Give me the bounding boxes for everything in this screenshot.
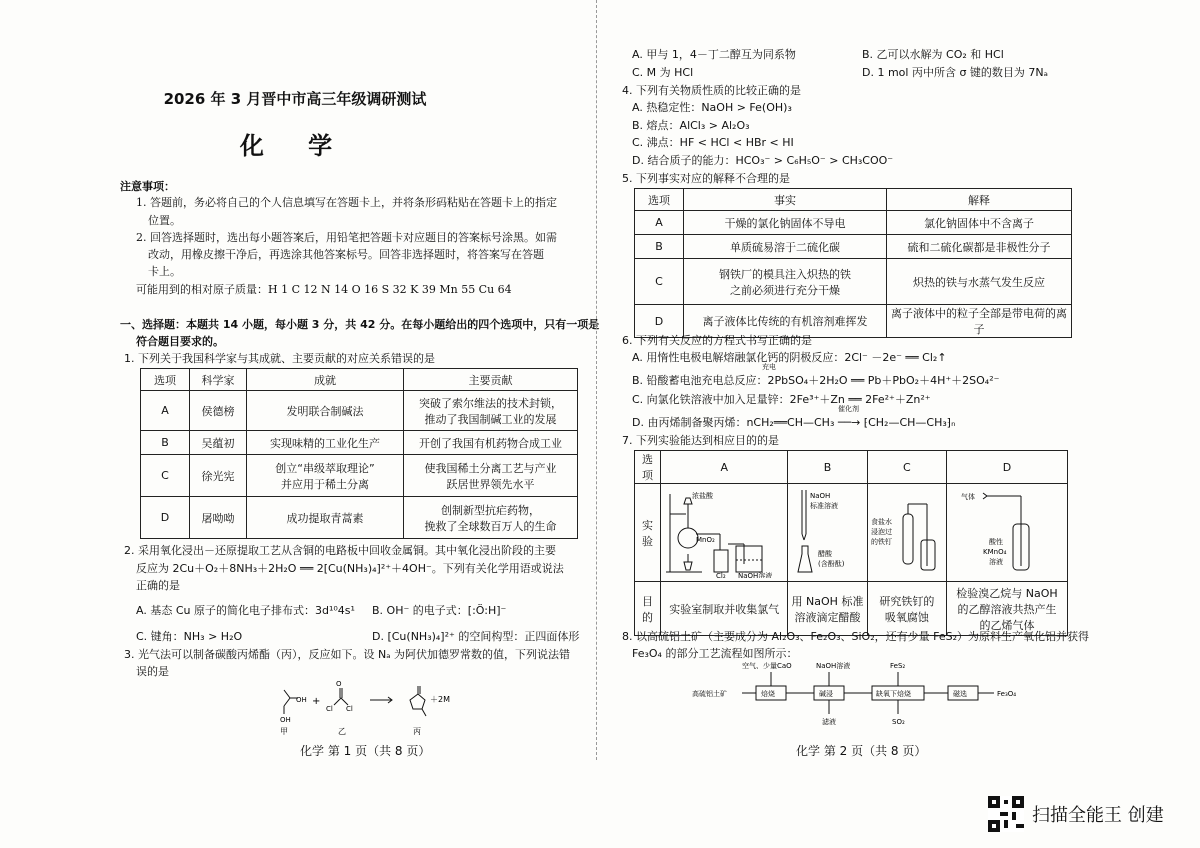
- subject-title: 化 学: [239, 132, 351, 160]
- q5-header-option: 选项: [635, 189, 684, 211]
- table-row: [635, 259, 1072, 305]
- q5-row-d-fact: 离子液体比传统的有机溶剂难挥发: [684, 305, 887, 338]
- q5-row-a-explanation: 氯化钠固体中不含离子: [887, 211, 1072, 235]
- q6-stem: 6. 下列有关反应的方程式书写正确的是: [622, 334, 812, 347]
- q7-row-experiment-label: 实验: [635, 484, 661, 582]
- q6-option-b-condition: 充电: [762, 363, 776, 371]
- apparatus-d-diagram: [947, 484, 1067, 578]
- cell-line: 创立“串级萃取理论”: [275, 461, 375, 475]
- q3-option-a: A. 甲与 1，4－丁二醇互为同系物: [632, 48, 796, 61]
- notice-heading: 注意事项：: [120, 180, 175, 193]
- q1-row-d-option: D: [141, 497, 190, 539]
- notice-line-2: 位置。: [148, 214, 181, 227]
- q1-row-a-scientist: 侯德榜: [190, 391, 247, 431]
- q2-option-b: B. OH⁻ 的电子式：[:Ö:H]⁻: [372, 604, 507, 617]
- q3-label-jia: 甲: [280, 727, 288, 736]
- q4-stem: 4. 下列有关物质性质的比较正确的是: [622, 84, 801, 97]
- q5-row-d-option: D: [635, 305, 684, 338]
- q2-line-1: 2. 采用氧化浸出－还原提取工艺从含铜的电路板中回收金属铜。其中氧化浸出阶段的主要: [124, 544, 556, 557]
- q2-option-c: C. 键角：NH₃ > H₂O: [136, 630, 243, 643]
- q1-row-c-contribution: [404, 455, 578, 497]
- q1-row-a-option: A: [141, 391, 190, 431]
- notice-line-3: 2. 回答选择题时，选出每小题答案后，用铅笔把答题卡对应题目的答案标号涂黑。如需: [136, 231, 557, 244]
- q3-line-2: 误的是: [136, 665, 169, 678]
- cell-line: 溶液滴定醋酸: [794, 610, 861, 624]
- glycol-chain: [284, 690, 290, 706]
- q7-header-b: B: [788, 451, 867, 484]
- q1-row-a-achievement: 发明联合制碱法: [247, 391, 404, 431]
- table-row: [141, 455, 578, 497]
- q2-option-d: D. [Cu(NH₃)₄]²⁺ 的空间构型：正四面体形: [372, 630, 580, 643]
- label-kmno4: KMnO₄: [983, 548, 1007, 556]
- scanner-watermark: 扫描全能王 创建: [1032, 805, 1164, 826]
- q1-row-d-contribution: [404, 497, 578, 539]
- q2-option-a: A. 基态 Cu 原子的简化电子排布式：3d¹⁰4s¹: [136, 604, 355, 617]
- q5-header-explanation: 解释: [887, 189, 1072, 211]
- q3-option-c: C. M 为 HCl: [632, 66, 694, 79]
- q7-goal-a: 实验室制取并收集氯气: [661, 582, 788, 636]
- flow-input: 高硫铝土矿: [692, 690, 727, 698]
- notice-line-1: 1. 答题前，务必将自己的个人信息填写在答题卡上，并将条形码粘贴在答题卡上的指定: [136, 196, 557, 209]
- cell-line: 用 NaOH 标准: [791, 594, 864, 608]
- flow-output: Fe₃O₄: [997, 690, 1017, 698]
- q7-apparatus-a-cell: [661, 484, 788, 582]
- qr-code-icon: [988, 796, 1024, 832]
- q1-row-d-achievement: 成功提取青蒿素: [247, 497, 404, 539]
- cell-line: 的乙醇溶液共热产生: [957, 602, 1057, 616]
- label-standard-solution: 标准溶液: [809, 502, 838, 510]
- cell-line: 钢铁厂的模具注入炽热的铁: [719, 267, 851, 281]
- q4-option-c: C. 沸点：HF < HCl < HBr < HI: [632, 136, 794, 149]
- q1-row-b-scientist: 吴蕴初: [190, 431, 247, 455]
- page-divider: [596, 0, 597, 760]
- q1-row-d-scientist: 屠呦呦: [190, 497, 247, 539]
- table-row: [635, 211, 1072, 235]
- flow-step-anoxic-roast: 缺氧下焙烧: [876, 690, 911, 698]
- q4-option-a: A. 热稳定性：NaOH > Fe(OH)₃: [632, 101, 792, 114]
- q5-row-b-option: B: [635, 235, 684, 259]
- label-naoh-b: NaOH: [809, 492, 830, 500]
- atomic-masses: 可能用到的相对原子质量：H 1 C 12 N 14 O 16 S 32 K 39 Mn 55 Cu 64: [136, 283, 512, 296]
- exam-title: 2026 年 3 月晋中市高三年级调研测试: [163, 90, 427, 108]
- q7-header-a: A: [661, 451, 788, 484]
- flow-step-magnetic-sep: 磁选: [953, 690, 967, 698]
- label-soaked: 浸泡过: [870, 528, 892, 536]
- label-salt-water: 食盐水: [870, 518, 892, 526]
- q5-row-c-option: C: [635, 259, 684, 305]
- flow-output-filtrate: 滤液: [822, 718, 836, 726]
- flow-input-naoh: NaOH溶液: [816, 662, 851, 670]
- q6-option-c: C. 向氯化铁溶液中加入足量锌：2Fe³⁺＋Zn ══ 2Fe²⁺＋Zn²⁺: [632, 393, 931, 406]
- q1-row-a-contribution: [404, 391, 578, 431]
- flow-step-roast: 焙烧: [761, 690, 775, 698]
- q4-option-b: B. 熔点：AlCl₃ > Al₂O₃: [632, 119, 750, 132]
- q5-row-b-explanation: 硫和二硫化碳都是非极性分子: [887, 235, 1072, 259]
- q1-header-scientist: 科学家: [190, 369, 247, 391]
- q3-reaction-scheme: [270, 678, 470, 736]
- label-gas: 气体: [961, 493, 975, 501]
- cl-label-2: Cl: [346, 705, 353, 713]
- page-2-footer: 化学 第 2 页（共 8 页）: [796, 744, 927, 758]
- notice-line-5: 卡上。: [148, 265, 181, 278]
- exam-page-2: [600, 0, 1190, 848]
- flow-input-air: 空气、少量CaO: [742, 662, 792, 670]
- q1-row-c-option: C: [141, 455, 190, 497]
- q7-apparatus-d-cell: [947, 484, 1068, 582]
- q1-row-b-option: B: [141, 431, 190, 455]
- q3-product-extra: ＋2M: [430, 695, 450, 704]
- cell-line: 创制新型抗疟药物，: [441, 503, 540, 517]
- q3-line-1: 3. 光气法可以制备碳酸丙烯酯（丙），反应如下。设 Nₐ 为阿伏加德罗常数的值，下列说法错: [124, 648, 571, 661]
- q7-row-goal-label: 目的: [635, 582, 661, 636]
- cell-line: 跃居世界领先水平: [446, 477, 535, 491]
- q5-stem: 5. 下列事实对应的解释不合理的是: [622, 172, 790, 185]
- label-solution: 溶液: [989, 558, 1003, 566]
- oh-label-2: OH: [280, 716, 291, 724]
- cell-line: 使我国稀土分离工艺与产业: [424, 461, 557, 475]
- q1-row-c-scientist: 徐光宪: [190, 455, 247, 497]
- apparatus-c-diagram: [869, 484, 945, 578]
- q5-row-b-fact: 单质硫易溶于二硫化碳: [684, 235, 887, 259]
- q7-header-d: D: [947, 451, 1068, 484]
- q2-line-2: 反应为 2Cu＋O₂＋8NH₃＋2H₂O ══ 2[Cu(NH₃)₄]²⁺＋4OH⁻。下列有关化学用语或说法: [136, 562, 564, 575]
- label-phenolphthalein: (含酚酞): [817, 560, 844, 568]
- table-row: [141, 431, 578, 455]
- cell-line: 研究铁钉的: [879, 594, 935, 608]
- oxygen-label: O: [336, 680, 342, 688]
- cell-line: 挽救了全球数百万人的生命: [424, 519, 557, 533]
- q6-option-d-condition: 催化剂: [838, 405, 859, 413]
- apparatus-a-diagram: [662, 484, 786, 578]
- cl-label-1: Cl: [326, 705, 333, 713]
- q8-flowchart: [690, 658, 1050, 730]
- q6-option-a: A. 用惰性电极电解熔融氯化钙的阴极反应：2Cl⁻ －2e⁻ ══ Cl₂↑: [632, 351, 947, 364]
- label-cl2: Cl₂: [716, 572, 726, 578]
- q7-stem: 7. 下列实验能达到相应目的的是: [622, 434, 779, 447]
- q7-table: [634, 450, 1068, 636]
- cell-line: 的乙烯气体: [979, 618, 1035, 632]
- label-naoh: NaOH溶液: [738, 572, 773, 578]
- label-mno2: MnO₂: [696, 536, 715, 544]
- table-row: [635, 484, 1068, 582]
- cell-line: 吸氧腐蚀: [884, 610, 929, 624]
- q8-line-2: Fe₃O₄ 的部分工艺流程如图所示：: [632, 647, 798, 660]
- notice-line-4: 改动，用橡皮擦干净后，再选涂其他答案标号。回答非选择题时，将答案写在答题: [148, 248, 544, 261]
- cell-line: 检验溴乙烷与 NaOH: [956, 586, 1058, 600]
- page-1-footer: 化学 第 1 页（共 8 页）: [300, 744, 431, 758]
- q5-row-c-fact: [684, 259, 887, 305]
- flow-input-fes2: FeS₂: [890, 662, 906, 670]
- q5-row-d-explanation: 离子液体中的粒子全部是带电荷的离子: [887, 305, 1072, 338]
- plus-sign: +: [312, 696, 321, 707]
- q3-label-bing: 丙: [413, 727, 421, 736]
- q1-row-b-achievement: 实现味精的工业化生产: [247, 431, 404, 455]
- cell-line: 之前必须进行充分干燥: [730, 283, 840, 297]
- table-row: [635, 235, 1072, 259]
- cell-line: 推动了我国制碱工业的发展: [424, 412, 557, 426]
- flow-step-alkali-leach: 碱浸: [819, 690, 833, 698]
- q2-line-3: 正确的是: [136, 579, 180, 592]
- cell-line: 突破了索尔维法的技术封锁，: [419, 396, 562, 410]
- section-heading-line-1: 一、选择题：本题共 14 小题，每小题 3 分，共 42 分。在每小题给出的四个选项中，只有一项是: [120, 318, 600, 331]
- q1-table: [140, 368, 578, 539]
- label-conc-hcl: 浓盐酸: [692, 492, 714, 500]
- apparatus-b-diagram: [790, 484, 866, 578]
- q1-stem: 1. 下列关于我国科学家与其成就、主要贡献的对应关系错误的是: [124, 352, 435, 365]
- q5-row-a-option: A: [635, 211, 684, 235]
- table-row: [141, 391, 578, 431]
- q5-header-fact: 事实: [684, 189, 887, 211]
- oh-label-1: OH: [296, 696, 307, 704]
- q7-header-c: C: [867, 451, 946, 484]
- q6-option-d: D. 由丙烯制备聚丙烯：nCH₂══CH—CH₃ ──→ ⁅CH₂—CH—CH₃⁆ₙ: [632, 416, 956, 429]
- label-iron-nail: 的铁钉: [870, 538, 892, 546]
- q3-label-yi: 乙: [338, 727, 346, 736]
- q4-option-d: D. 结合质子的能力：HCO₃⁻ > C₆H₅O⁻ > CH₃COO⁻: [632, 154, 894, 167]
- q3-option-d: D. 1 mol 丙中所含 σ 键的数目为 7Nₐ: [862, 66, 1048, 79]
- section-heading-line-2: 符合题目要求的。: [136, 335, 224, 348]
- q3-option-b: B. 乙可以水解为 CO₂ 和 HCl: [862, 48, 1004, 61]
- q5-table: [634, 188, 1072, 338]
- q6-option-b: B. 铅酸蓄电池充电总反应：2PbSO₄＋2H₂O ══ Pb＋PbO₂＋4H⁺＋2SO₄²⁻: [632, 374, 1000, 387]
- q1-header-achievement: 成就: [247, 369, 404, 391]
- q1-header-contribution: 主要贡献: [404, 369, 578, 391]
- q8-line-1: 8. 以高硫铝土矿（主要成分为 Al₂O₃、Fe₂O₃、SiO₂，还有少量 FeS₂）为原料生产氧化铝并获得: [622, 630, 1090, 643]
- cell-line: 并应用于稀土分离: [281, 477, 369, 491]
- table-row: [141, 497, 578, 539]
- flow-output-so2: SO₂: [892, 718, 905, 726]
- q5-row-c-explanation: 炽热的铁与水蒸气发生反应: [887, 259, 1072, 305]
- q1-row-b-contribution: 开创了我国有机药物合成工业: [404, 431, 578, 455]
- q7-apparatus-b-cell: [788, 484, 867, 582]
- label-acetic-acid: 醋酸: [817, 550, 832, 558]
- q7-apparatus-c-cell: [867, 484, 946, 582]
- q7-header-option: 选项: [635, 451, 661, 484]
- q1-header-option: 选项: [141, 369, 190, 391]
- q5-row-a-fact: 干燥的氯化钠固体不导电: [684, 211, 887, 235]
- label-acidic: 酸性: [989, 538, 1003, 546]
- q1-row-c-achievement: [247, 455, 404, 497]
